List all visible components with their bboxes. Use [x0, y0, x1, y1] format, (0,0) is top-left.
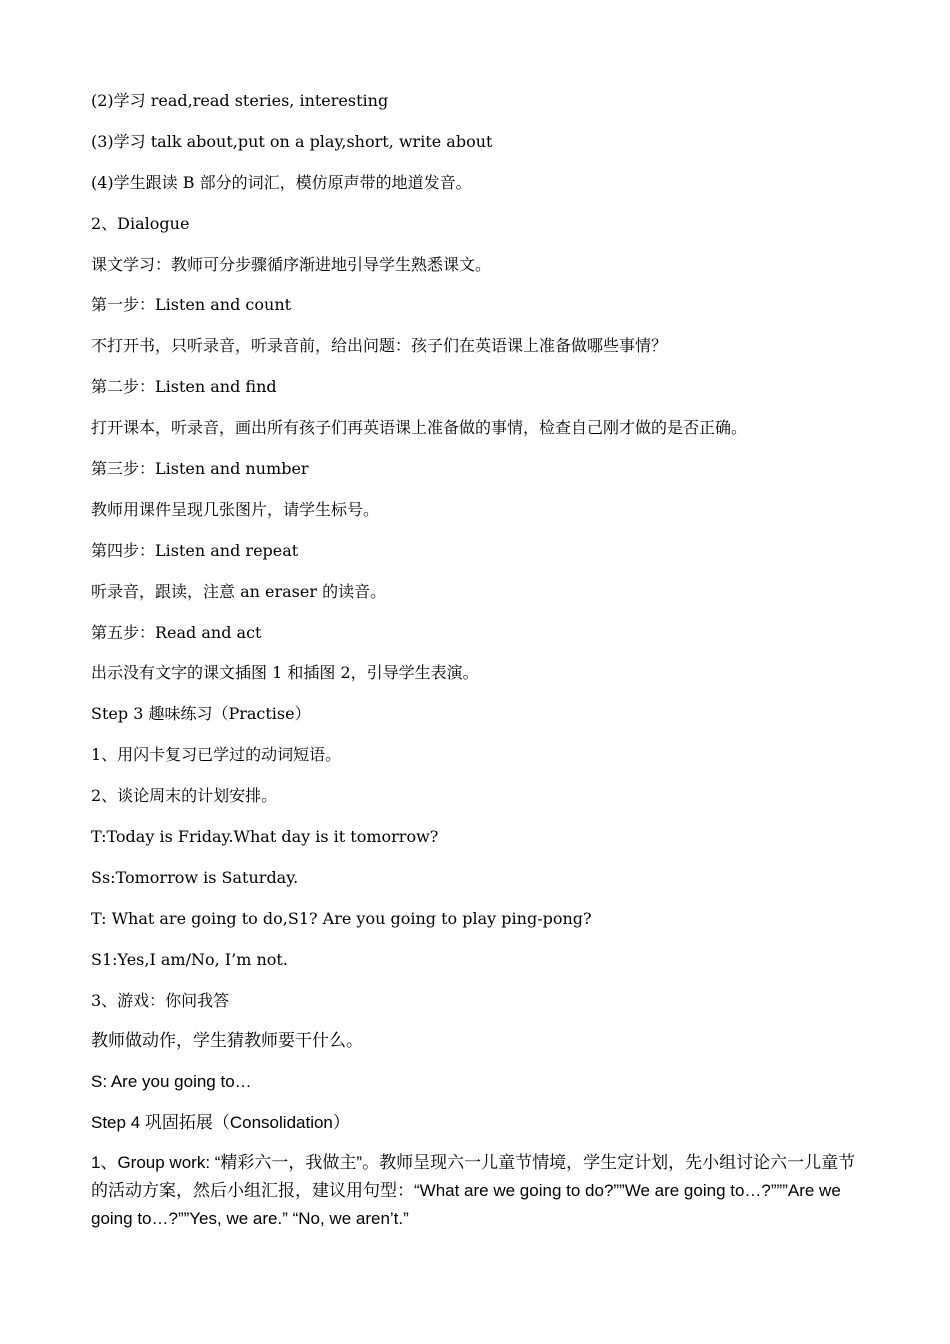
- text-line: 课文学习：教师可分步骤循序渐进地引导学生熟悉课文。: [91, 254, 492, 274]
- dialogue-line: S1:Yes,I am/No, I’m not.: [91, 949, 288, 969]
- step-heading: 第五步：Read and act: [91, 622, 262, 642]
- text-line: 2、谈论周末的计划安排。: [91, 786, 278, 806]
- text-line: 出示没有文字的课文插图 1 和插图 2，引导学生表演。: [91, 663, 479, 683]
- dialogue-line: Ss:Tomorrow is Saturday.: [91, 867, 299, 887]
- section-heading: 2、Dialogue: [91, 213, 190, 233]
- step-heading: 第二步：Listen and find: [91, 377, 277, 397]
- text-line: (2)学习 read,read steries, interesting: [91, 91, 389, 110]
- text-line: 听录音，跟读，注意 an eraser 的读音。: [91, 581, 387, 601]
- group-work-paragraph: 1、Group work: “精彩六一，我做主”。教师呈现六一儿童节情境，学生定计划，先小组讨论六一儿童节的活动方案，然后小组汇报，建议用句型：“What are we going to do?””We are going to…?”””Are we going to…?””Yes, we are.” “No, we aren’t.”: [91, 1153, 856, 1229]
- section-heading: Step 4 巩固拓展（Consolidation）: [91, 1113, 350, 1133]
- step-heading: 第四步：Listen and repeat: [91, 540, 299, 560]
- text-line: 教师用课件呈现几张图片，请学生标号。: [91, 499, 380, 519]
- section-heading: Step 3 趣味练习（Practise）: [91, 704, 311, 724]
- text-line: (3)学习 talk about,put on a play,short, write about: [91, 131, 493, 151]
- step-heading: 第三步：Listen and number: [91, 459, 309, 479]
- dialogue-line: T:Today is Friday.What day is it tomorrow?: [91, 827, 439, 847]
- text-line: 3、游戏：你问我答: [91, 990, 230, 1010]
- dialogue-line: S: Are you going to…: [91, 1072, 252, 1092]
- text-line: 1、用闪卡复习已学过的动词短语。: [91, 745, 342, 765]
- step-heading: 第一步：Listen and count: [91, 295, 292, 315]
- text-line: (4)学生跟读 B 部分的词汇，模仿原声带的地道发音。: [91, 172, 472, 192]
- text-line: 教师做动作，学生猜教师要干什么。: [91, 1031, 363, 1051]
- text-line: 打开课本，听录音，画出所有孩子们再英语课上准备做的事情，检查自己刚才做的是否正确。: [91, 418, 748, 438]
- dialogue-line: T: What are going to do,S1? Are you going to play ping-pong?: [91, 908, 592, 928]
- text-line: 不打开书，只听录音，听录音前，给出问题：孩子们在英语课上准备做哪些事情？: [91, 336, 668, 356]
- document-page: [91, 86, 871, 1233]
